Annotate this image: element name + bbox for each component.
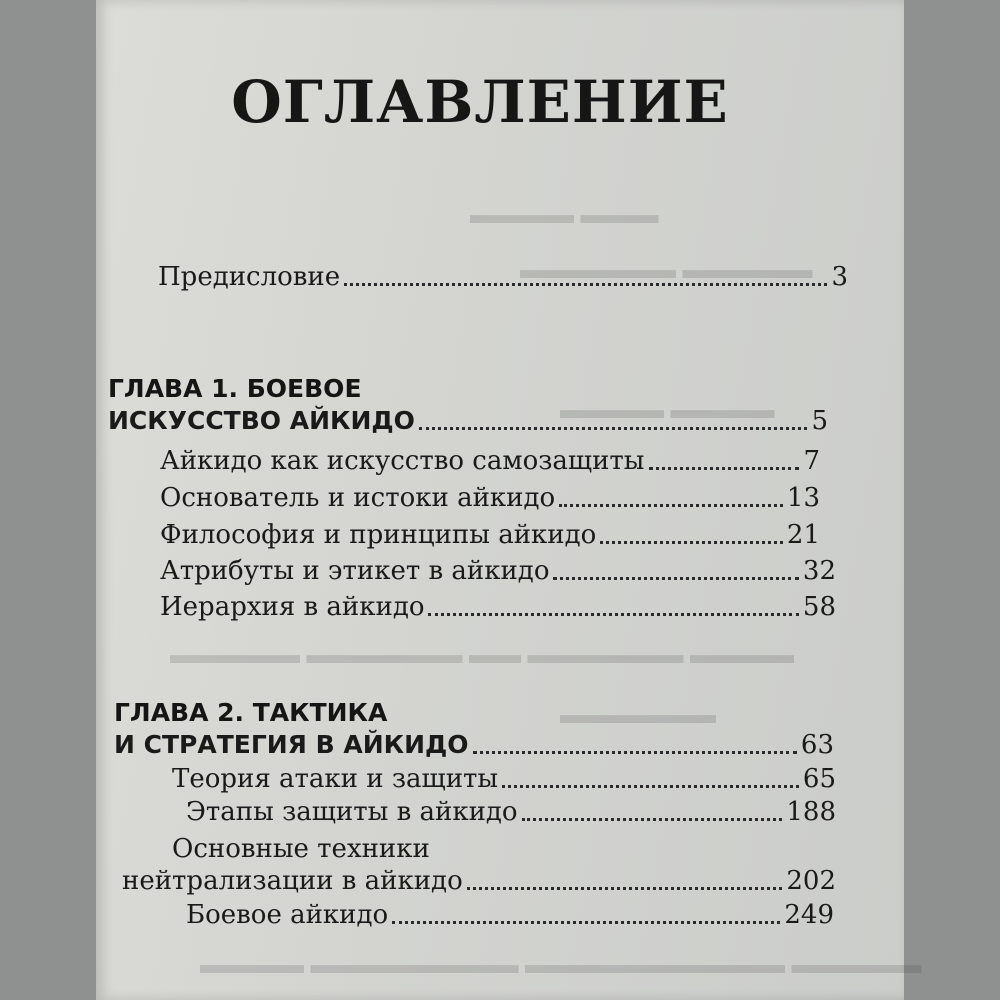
chapter-2-title-line1: ГЛАВА 2. ТАКТИКА — [114, 698, 388, 727]
toc-entry-section — [122, 866, 836, 896]
toc-entry-preface — [158, 262, 848, 292]
chapter-2-title-line2: И СТРАТЕГИЯ В АЙКИДО — [114, 730, 469, 759]
show-through-text: ▬▬▬▬ ▬▬▬▬ — [560, 395, 775, 424]
leader-dots — [473, 747, 797, 754]
show-through-text: ▬▬▬▬▬ ▬▬▬▬▬▬▬▬▬▬ ▬▬▬▬▬▬▬▬ ▬▬▬▬ — [200, 950, 922, 979]
toc-entry-section — [186, 900, 834, 930]
leader-dots — [600, 537, 783, 544]
toc-entry-label: Основатель и истоки айкидо — [160, 483, 556, 513]
toc-entry-label: Айкидо как искусство самозащиты — [160, 446, 645, 476]
leader-dots — [559, 500, 783, 507]
toc-entry-chapter-2 — [114, 730, 834, 760]
toc-entry-label: Предисловие — [158, 262, 341, 292]
toc-entry-section — [160, 592, 836, 622]
toc-entry-section — [160, 483, 820, 513]
page-title: ОГЛАВЛЕНИЕ — [231, 68, 729, 136]
toc-entry-label: Боевое айкидо — [186, 900, 389, 930]
leader-dots — [553, 573, 798, 580]
toc-page-number: 188 — [786, 797, 836, 827]
leader-dots — [522, 814, 783, 821]
toc-entry-label: нейтрализации в айкидо — [122, 866, 463, 896]
toc-entry-label: Теория атаки и защиты — [172, 764, 499, 794]
chapter-1-title-line2: ИСКУССТВО АЙКИДО — [108, 406, 415, 435]
toc-page-number: 21 — [786, 520, 820, 550]
toc-entry-label: Этапы защиты в айкидо — [186, 797, 518, 827]
show-through-text: ▬▬▬▬ ▬▬▬▬▬▬ ▬▬ ▬▬▬▬▬▬ ▬▬▬▬▬ — [170, 640, 794, 669]
toc-page-number: 13 — [786, 483, 820, 513]
toc-page-number: 249 — [784, 900, 834, 930]
show-through-text: ▬▬▬▬▬▬ — [560, 700, 716, 729]
leader-dots — [344, 279, 827, 286]
toc-page-number: 65 — [802, 764, 836, 794]
toc-entry-label: Иерархия в айкидо — [160, 592, 425, 622]
toc-page-number: 7 — [803, 446, 820, 476]
toc-entry-section — [172, 764, 836, 794]
toc-entry-label: Философия и принципы айкидо — [160, 520, 597, 550]
show-through-text: ▬▬▬▬▬ ▬▬▬▬▬▬ — [520, 255, 813, 284]
toc-page-number: 202 — [786, 866, 836, 896]
leader-dots — [502, 781, 799, 788]
leader-dots — [467, 883, 783, 890]
toc-page-number: 63 — [800, 730, 834, 760]
leader-dots — [428, 609, 798, 616]
toc-entry-section — [186, 797, 836, 827]
toc-entry-section — [160, 446, 820, 476]
toc-entry-chapter-1 — [108, 406, 828, 436]
chapter-1-title-line1: ГЛАВА 1. БОЕВОЕ — [108, 374, 362, 403]
toc-entry-label-line1: Основные техники — [172, 834, 430, 864]
show-through-text: ▬▬▬ ▬▬▬▬ — [470, 200, 659, 229]
toc-page-number: 58 — [802, 592, 836, 622]
toc-entry-section — [160, 520, 820, 550]
toc-entry-section — [160, 556, 836, 586]
leader-dots — [392, 917, 780, 924]
leader-dots — [649, 463, 800, 470]
toc-page-number: 5 — [811, 406, 828, 436]
toc-page-number: 32 — [802, 556, 836, 586]
toc-entry-label: Атрибуты и этикет в айкидо — [160, 556, 550, 586]
leader-dots — [419, 423, 808, 430]
toc-page-number: 3 — [831, 262, 848, 292]
